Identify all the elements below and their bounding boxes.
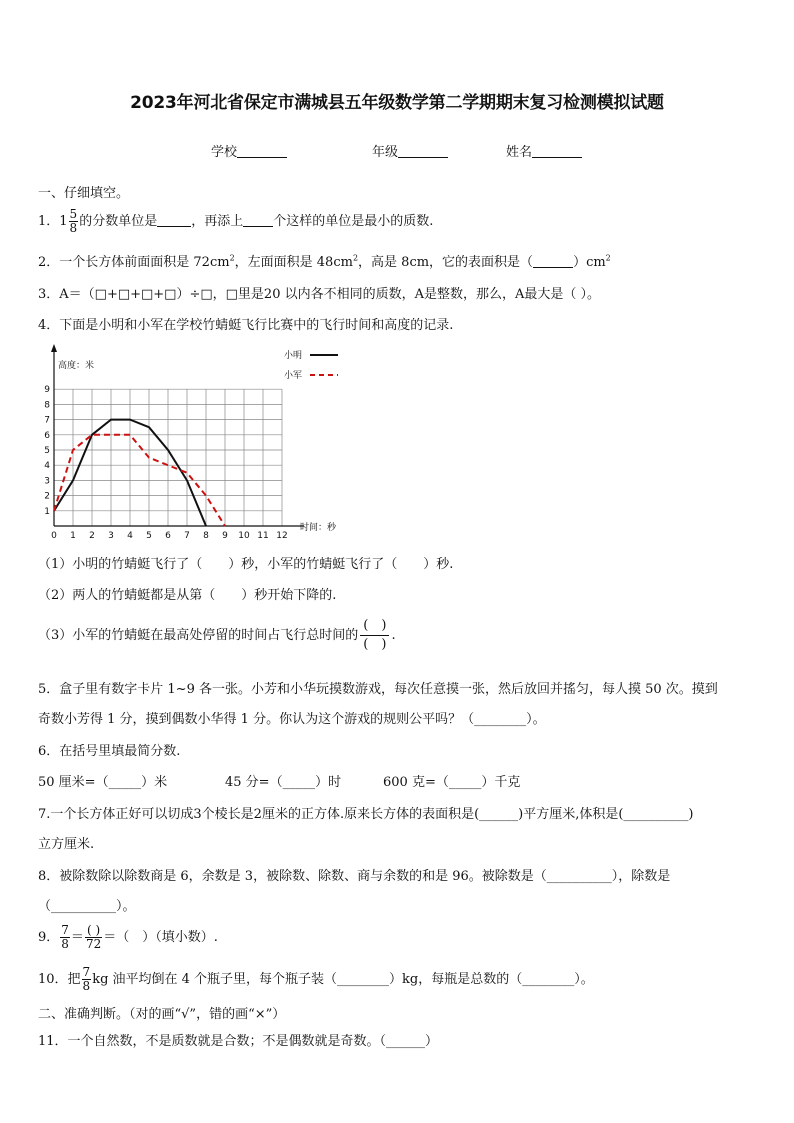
page-title: 2023年河北省保定市满城县五年级数学第二学期期末复习检测模拟试题 bbox=[130, 93, 664, 113]
fraction-blank[interactable]: $\frac{( )}{( )}$ bbox=[360, 617, 389, 654]
fraction-5-8: $\frac{5}{8}$ bbox=[69, 207, 78, 235]
grade-field bbox=[372, 141, 448, 160]
y-tick-label: 8 bbox=[44, 400, 50, 411]
x-tick-label: 11 bbox=[257, 531, 269, 540]
question-7-line2: 立方厘米. bbox=[38, 837, 95, 852]
x-axis-label: 时间：秒 bbox=[300, 523, 337, 533]
y-axis-label: 高度：米 bbox=[58, 361, 95, 371]
school-blank[interactable] bbox=[237, 145, 287, 158]
y-tick-label: 4 bbox=[44, 461, 50, 472]
x-tick-label: 8 bbox=[203, 531, 209, 540]
answer-blank[interactable] bbox=[243, 214, 273, 227]
section-1-heading: 一、仔细填空。 bbox=[38, 186, 130, 201]
question-10: 10．把 $\frac{7}{8}$ kg 油平均倒在 4 个瓶子里，每个瓶子装（________）kg，每瓶是总数的（________）。 bbox=[38, 965, 594, 993]
question-1: 1．1 $\frac{5}{8}$ 的分数单位是 ，再添上 个这样的单位是最小的质数. bbox=[38, 207, 434, 235]
question-3: 3．A＝（□+□+□+□）÷□，□里是20 以内各不相同的质数，A是整数，那么，A最大是（ ）。 bbox=[38, 287, 601, 302]
question-9: 9． $\frac{7}{8}$ ＝ $\frac{( )}{72}$ ＝（ ）（填小数）. bbox=[38, 923, 218, 951]
question-8-line1: 8．被除数除以除数商是 6，余数是 3，被除数、除数、商与余数的和是 96。被除数是（__________），除数是 bbox=[38, 869, 671, 884]
question-6-b: 45 分=（_____）时 bbox=[225, 775, 342, 790]
name-label: 姓名 bbox=[506, 145, 533, 160]
y-tick-label: 1 bbox=[44, 506, 50, 517]
x-tick-label: 1 bbox=[70, 531, 76, 540]
answer-blank[interactable] bbox=[533, 255, 573, 268]
y-tick-label: 3 bbox=[44, 476, 50, 487]
question-11: 11．一个自然数，不是质数就是合数；不是偶数就是奇数。（______） bbox=[38, 1034, 439, 1049]
x-tick-label: 10 bbox=[238, 531, 250, 540]
y-axis-arrow bbox=[51, 344, 57, 352]
x-tick-label: 0 bbox=[51, 531, 57, 540]
question-6-a: 50 厘米=（_____）米 bbox=[38, 775, 168, 790]
section-2-heading: 二、准确判断。（对的画“√”，错的画“×”） bbox=[38, 1007, 286, 1022]
legend-label: 小军 bbox=[284, 371, 303, 381]
x-tick-label: 12 bbox=[276, 531, 288, 540]
y-tick-label: 7 bbox=[44, 415, 50, 426]
y-tick-label: 5 bbox=[44, 446, 50, 456]
name-blank[interactable] bbox=[532, 145, 582, 158]
y-tick-label: 9 bbox=[44, 385, 50, 396]
school-label: 学校 bbox=[211, 145, 238, 160]
x-tick-label: 7 bbox=[184, 531, 190, 540]
question-5-line2: 奇数小芳得 1 分，摸到偶数小华得 1 分。你认为这个游戏的规则公平吗？（________）。 bbox=[38, 712, 546, 727]
flight-chart bbox=[38, 340, 358, 540]
question-4-3: （3）小军的竹蜻蜓在最高处停留的时间占飞行总时间的 $\frac{( )}{( )}$ . bbox=[38, 618, 396, 652]
name-field bbox=[506, 141, 582, 160]
x-tick-label: 4 bbox=[127, 531, 133, 540]
question-4-1: （1）小明的竹蜻蜓飞行了（ ）秒，小军的竹蜻蜓飞行了（ ）秒. bbox=[38, 557, 454, 572]
question-2: 2．一个长方体前面面积是 $72cm^2$，左面面积是 $48cm^2$，高是 8cm，它的表面积是（ ）$cm^2$ bbox=[38, 253, 611, 270]
question-6-c: 600 克=（_____）千克 bbox=[383, 775, 521, 790]
x-tick-label: 2 bbox=[89, 531, 95, 540]
fraction-blank-72[interactable]: $\frac{( )}{72}$ bbox=[85, 923, 102, 951]
x-tick-label: 5 bbox=[146, 531, 152, 540]
x-tick-label: 3 bbox=[108, 531, 114, 540]
grade-label: 年级 bbox=[372, 145, 399, 160]
x-tick-label: 6 bbox=[165, 531, 171, 540]
y-tick-label: 2 bbox=[44, 491, 50, 502]
chart-series bbox=[54, 420, 225, 526]
fraction-7-8: $\frac{7}{8}$ bbox=[61, 923, 69, 951]
chart-legend bbox=[284, 349, 338, 381]
y-tick-label: 6 bbox=[44, 430, 50, 441]
question-8-line2: （__________）。 bbox=[38, 899, 136, 914]
fraction-7-8: $\frac{7}{8}$ bbox=[82, 965, 91, 993]
question-4: 4．下面是小明和小军在学校竹蜻蜓飞行比赛中的飞行时间和高度的记录. bbox=[38, 318, 454, 333]
answer-blank[interactable] bbox=[157, 214, 191, 227]
question-7-line1: 7.一个长方体正好可以切成3个棱长是2厘米的正方体.原来长方体的表面积是(______)平方厘米,体积是(__________) bbox=[38, 807, 694, 822]
grade-blank[interactable] bbox=[398, 145, 448, 158]
x-tick-label: 9 bbox=[222, 531, 228, 540]
question-6: 6．在括号里填最简分数. bbox=[38, 744, 181, 759]
question-4-2: （2）两人的竹蜻蜓都是从第（ ）秒开始下降的. bbox=[38, 588, 337, 603]
chart-grid bbox=[54, 389, 282, 526]
legend-label: 小明 bbox=[284, 351, 303, 361]
school-field bbox=[211, 141, 287, 160]
question-5-line1: 5．盒子里有数字卡片 1~9 各一张。小芳和小华玩摸数游戏，每次任意摸一张，然后放回并搖匀，每人摸 50 次。摸到 bbox=[38, 682, 718, 697]
